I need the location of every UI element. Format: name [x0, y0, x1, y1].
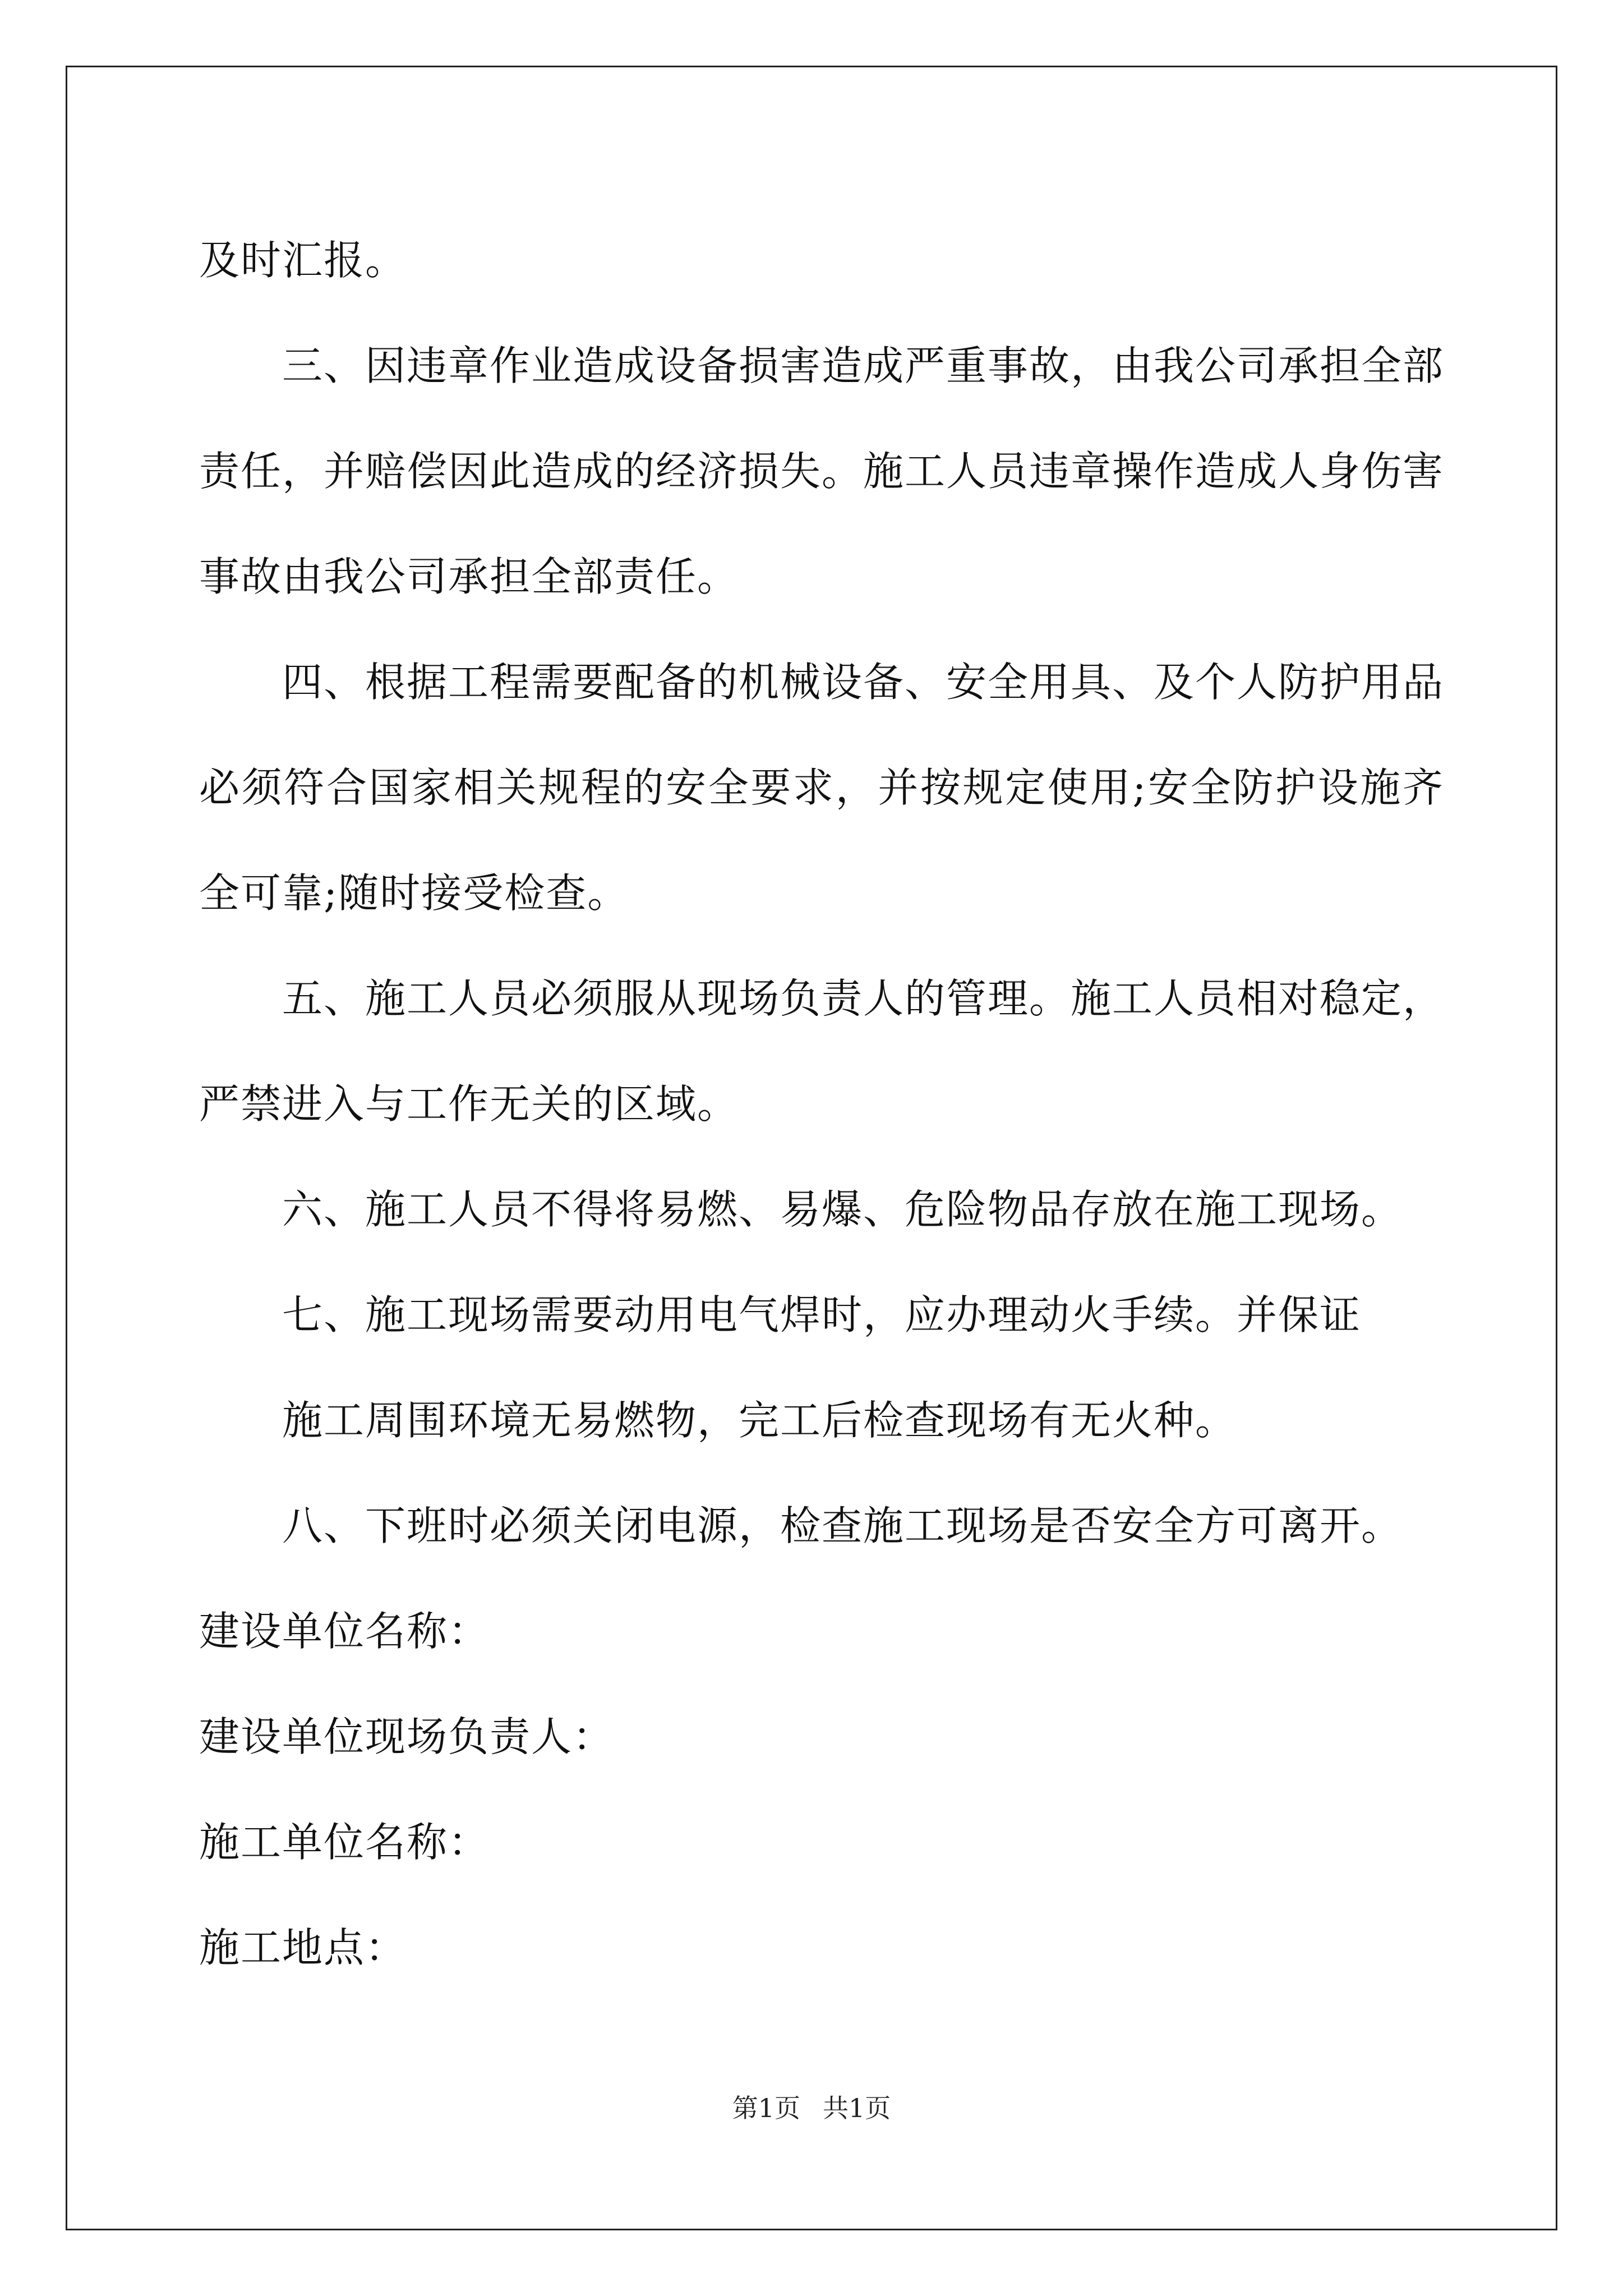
contractor-name-field: 施工单位名称：: [199, 1819, 490, 1866]
clause-3: 三、因违章作业造成设备损害造成严重事故，由我公司承担全部责任，并赔偿因此造成的经济损失。施工人员违章操作造成人身伤害事故由我公司承担全部责任。: [199, 342, 1445, 600]
clause-5: 五、施工人员必须服从现场负责人的管理。施工人员相对稳定，严禁进入与工作无关的区域。: [199, 975, 1445, 1128]
total-pages: 共1页: [823, 2093, 891, 2123]
clause-6: 六、施工人员不得将易燃、易爆、危险物品存放在施工现场。: [282, 1186, 1403, 1233]
page-footer: [0, 2091, 1623, 2125]
construction-unit-site-manager-field: 建设单位现场负责人：: [199, 1713, 615, 1760]
clause-7-continued: 施工周围环境无易燃物，完工后检查现场有无火种。: [282, 1397, 1237, 1444]
continuation-text: 及时汇报。: [199, 237, 407, 284]
document-body: [199, 208, 1444, 2000]
clause-4: 四、根据工程需要配备的机械设备、安全用具、及个人防护用品必须符合国家相关规程的安全要求，并按规定使用;安全防护设施齐全可靠;随时接受检查。: [199, 659, 1445, 917]
clause-8: 八、下班时必须关闭电源，检查施工现场是否安全方可离开。: [282, 1502, 1403, 1549]
clause-7: 七、施工现场需要动用电气焊时，应办理动火手续。并保证: [282, 1291, 1362, 1338]
construction-unit-name-field: 建设单位名称：: [199, 1608, 490, 1655]
construction-location-field: 施工地点：: [199, 1924, 407, 1971]
page-number: 第1页: [732, 2093, 800, 2123]
